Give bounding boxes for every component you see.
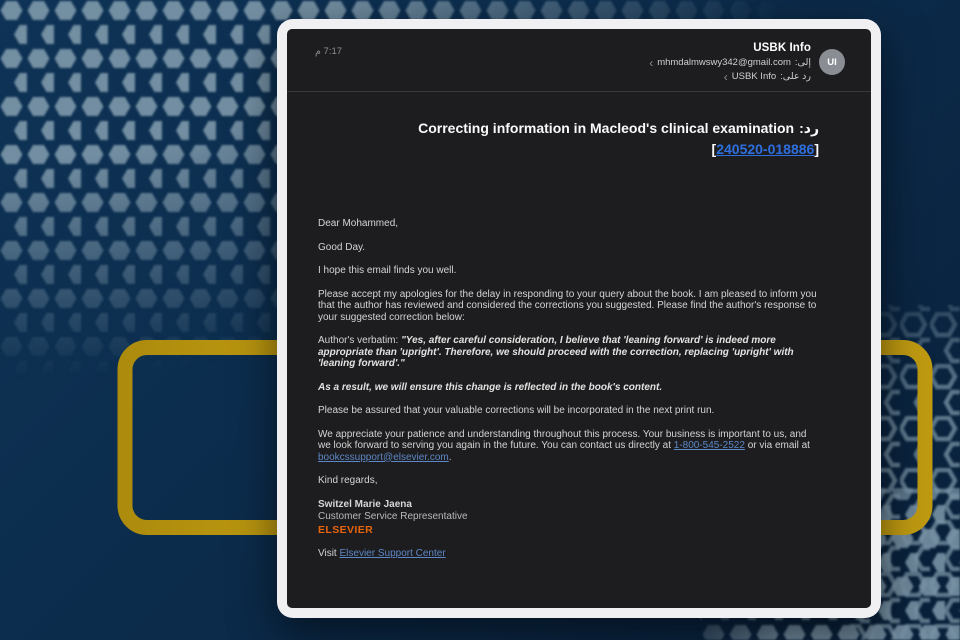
contact-paragraph [318, 429, 819, 464]
subject-title: Correcting information in Macleod's clinical examination [418, 120, 795, 136]
verbatim-label: Author's verbatim: [318, 335, 399, 346]
header-info [649, 42, 811, 82]
chevron-left-icon: ‹ [723, 69, 728, 84]
paragraph: I hope this email finds you well. [318, 265, 457, 276]
greeting: Dear Mohammed, [318, 218, 399, 229]
to-label: إلى: [794, 57, 811, 68]
visit-text: Visit [318, 547, 340, 559]
subject-block [287, 92, 871, 160]
contact-text: or via email at [744, 440, 810, 451]
signature-block [318, 499, 819, 536]
subject-line [317, 118, 819, 139]
email-view [287, 29, 871, 608]
contact-text: . [448, 451, 452, 463]
signature-title: Customer Service Representative [318, 510, 468, 522]
reply-to-label: رد على: [780, 71, 811, 82]
email-header [287, 29, 871, 92]
reply-to-row[interactable] [724, 71, 811, 82]
verbatim-paragraph [318, 335, 819, 370]
elsevier-logo-text: ELSEVIER [318, 523, 374, 536]
bracket-close: ] [814, 141, 819, 157]
ticket-line [317, 139, 819, 160]
to-row[interactable] [649, 57, 811, 68]
header-right [649, 42, 845, 82]
email-body [287, 160, 871, 608]
subject-reply-prefix: رد: [799, 120, 819, 136]
email-card [277, 19, 881, 618]
support-email-link[interactable]: bookcssupport@elsevier.com [318, 451, 449, 463]
avatar[interactable]: UI [819, 49, 845, 75]
visit-line [318, 548, 819, 560]
chevron-left-icon: ‹ [649, 55, 654, 70]
author-quote: "Yes, after careful consideration, I believe that 'leaning forward' is indeed more appropriate than 'upright'. Therefore, we should proceed with the correction, replacing 'upright' with 'leaning forward'." [318, 335, 794, 369]
timestamp: 7:17 م [315, 46, 343, 57]
closing: Kind regards, [318, 475, 378, 486]
contact-text: We appreciate your patience and understanding throughout this process. Your business is important to us, and we look forward to serving you again in the future. You can contact us directly at [318, 428, 807, 451]
paragraph: Please accept my apologies for the delay in responding to your query about the book. I am pleased to inform you that the author has reviewed and considered the corrections you suggested. Please find the author's response to your suggested correction below: [318, 288, 817, 323]
paragraph: Please be assured that your valuable corrections will be incorporated in the next print run. [318, 405, 715, 416]
sender-name: USBK Info [753, 42, 811, 54]
bracket-open: [ [711, 141, 717, 157]
to-address: mhmdalmwswy342@gmail.com [657, 57, 791, 68]
ticket-number-link[interactable]: 240520-018886 [716, 141, 815, 157]
support-center-link[interactable]: Elsevier Support Center [339, 547, 446, 559]
signature-name: Switzel Marie Jaena [318, 498, 412, 510]
paragraph: Good Day. [318, 241, 366, 253]
result-statement: As a result, we will ensure this change is reflected in the book's content. [318, 381, 663, 393]
phone-link[interactable]: 1-800-545-2522 [673, 440, 745, 451]
reply-to-name: USBK Info [731, 71, 777, 82]
